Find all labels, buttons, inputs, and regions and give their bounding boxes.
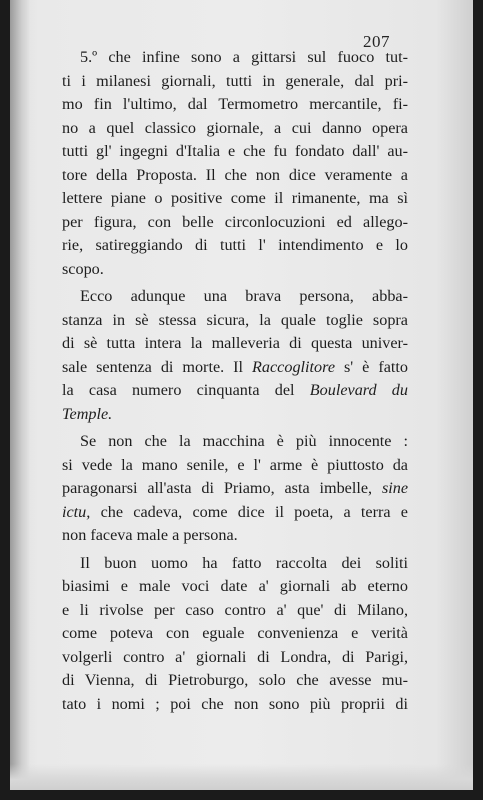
- text-line: e li rivolse per caso contro a' que' di Milano,: [62, 600, 408, 619]
- text-line: volgerli contro a' giornali di Londra, di Parigi,: [62, 647, 408, 666]
- italic-temple: Temple.: [62, 404, 113, 423]
- text-line-with-italic: [62, 356, 408, 380]
- text-line: come poteva con eguale convenienza e verità: [62, 624, 408, 642]
- italic-sine: sine: [381, 479, 409, 497]
- page-bottom-edge: [10, 764, 473, 790]
- book-page: [10, 0, 473, 790]
- text-line-with-italic: [62, 501, 408, 525]
- text-line: no a quel classico giornale, a cui danno opera: [62, 118, 408, 137]
- text-line-with-italic: [62, 477, 408, 501]
- text-line: Ecco adunque una brava persona, abba-: [80, 287, 408, 305]
- text-line-with-italic: [62, 379, 408, 403]
- text-line: tato i nomi ; poi che non sono più proprii di: [62, 694, 408, 713]
- text-line: per figura, con belle circonlocuzioni ed allego-: [62, 212, 408, 231]
- text-fragment: paragonarsi all'asta di Priamo, asta imbelle,: [62, 479, 373, 497]
- italic-ictu: ictu,: [62, 502, 91, 521]
- text-fragment: s' è fatto: [344, 357, 408, 376]
- text-line: di sè tutta intera la malleveria di questa univer-: [62, 334, 408, 352]
- italic-boulevard: Boulevard du: [309, 381, 408, 399]
- body-text: [62, 46, 408, 716]
- text-line: stanza in sè stessa sicura, la quale toglie sopra: [62, 310, 408, 329]
- text-line: rie, satireggiando di tutti l' intendimento e lo: [62, 236, 408, 254]
- text-line: [62, 403, 408, 427]
- page-number: 207: [363, 32, 390, 51]
- text-line: di Vienna, di Pietroburgo, solo che avesse mu-: [62, 671, 408, 689]
- text-line: si vede la mano senile, e l' arme è piuttosto da: [62, 455, 408, 474]
- text-line: scopo.: [62, 259, 104, 278]
- text-fragment: sale sentenza di morte. Il: [62, 357, 244, 376]
- text-line: ti i milanesi giornali, tutti in generale, dal pri-: [62, 71, 408, 90]
- italic-title-raccoglitore: Raccoglitore: [252, 357, 336, 376]
- text-fragment: la casa numero cinquanta del: [62, 381, 295, 399]
- text-line: tore della Proposta. Il che non dice veramente a: [62, 165, 408, 184]
- page-gutter-shadow: [10, 0, 30, 790]
- text-line: non faceva male a persona.: [62, 526, 238, 544]
- text-line: tutti gl' ingegni d'Italia e che fu fondato dall' au-: [62, 142, 408, 160]
- text-fragment: che cadeva, come dice il poeta, a terra e: [100, 502, 408, 521]
- text-line: Il buon uomo ha fatto raccolta dei soliti: [80, 553, 408, 572]
- text-line: mo fin l'ultimo, dal Termometro mercantile, fi-: [62, 95, 408, 113]
- text-line: Se non che la macchina è più innocente :: [80, 432, 408, 450]
- text-line: biasimi e male voci date a' giornali ab eterno: [62, 577, 408, 595]
- text-line: lettere piane o positive come il rimanente, ma sì: [62, 189, 408, 207]
- text-line: 5.º che infine sono a gittarsi sul fuoco tut-: [80, 48, 408, 66]
